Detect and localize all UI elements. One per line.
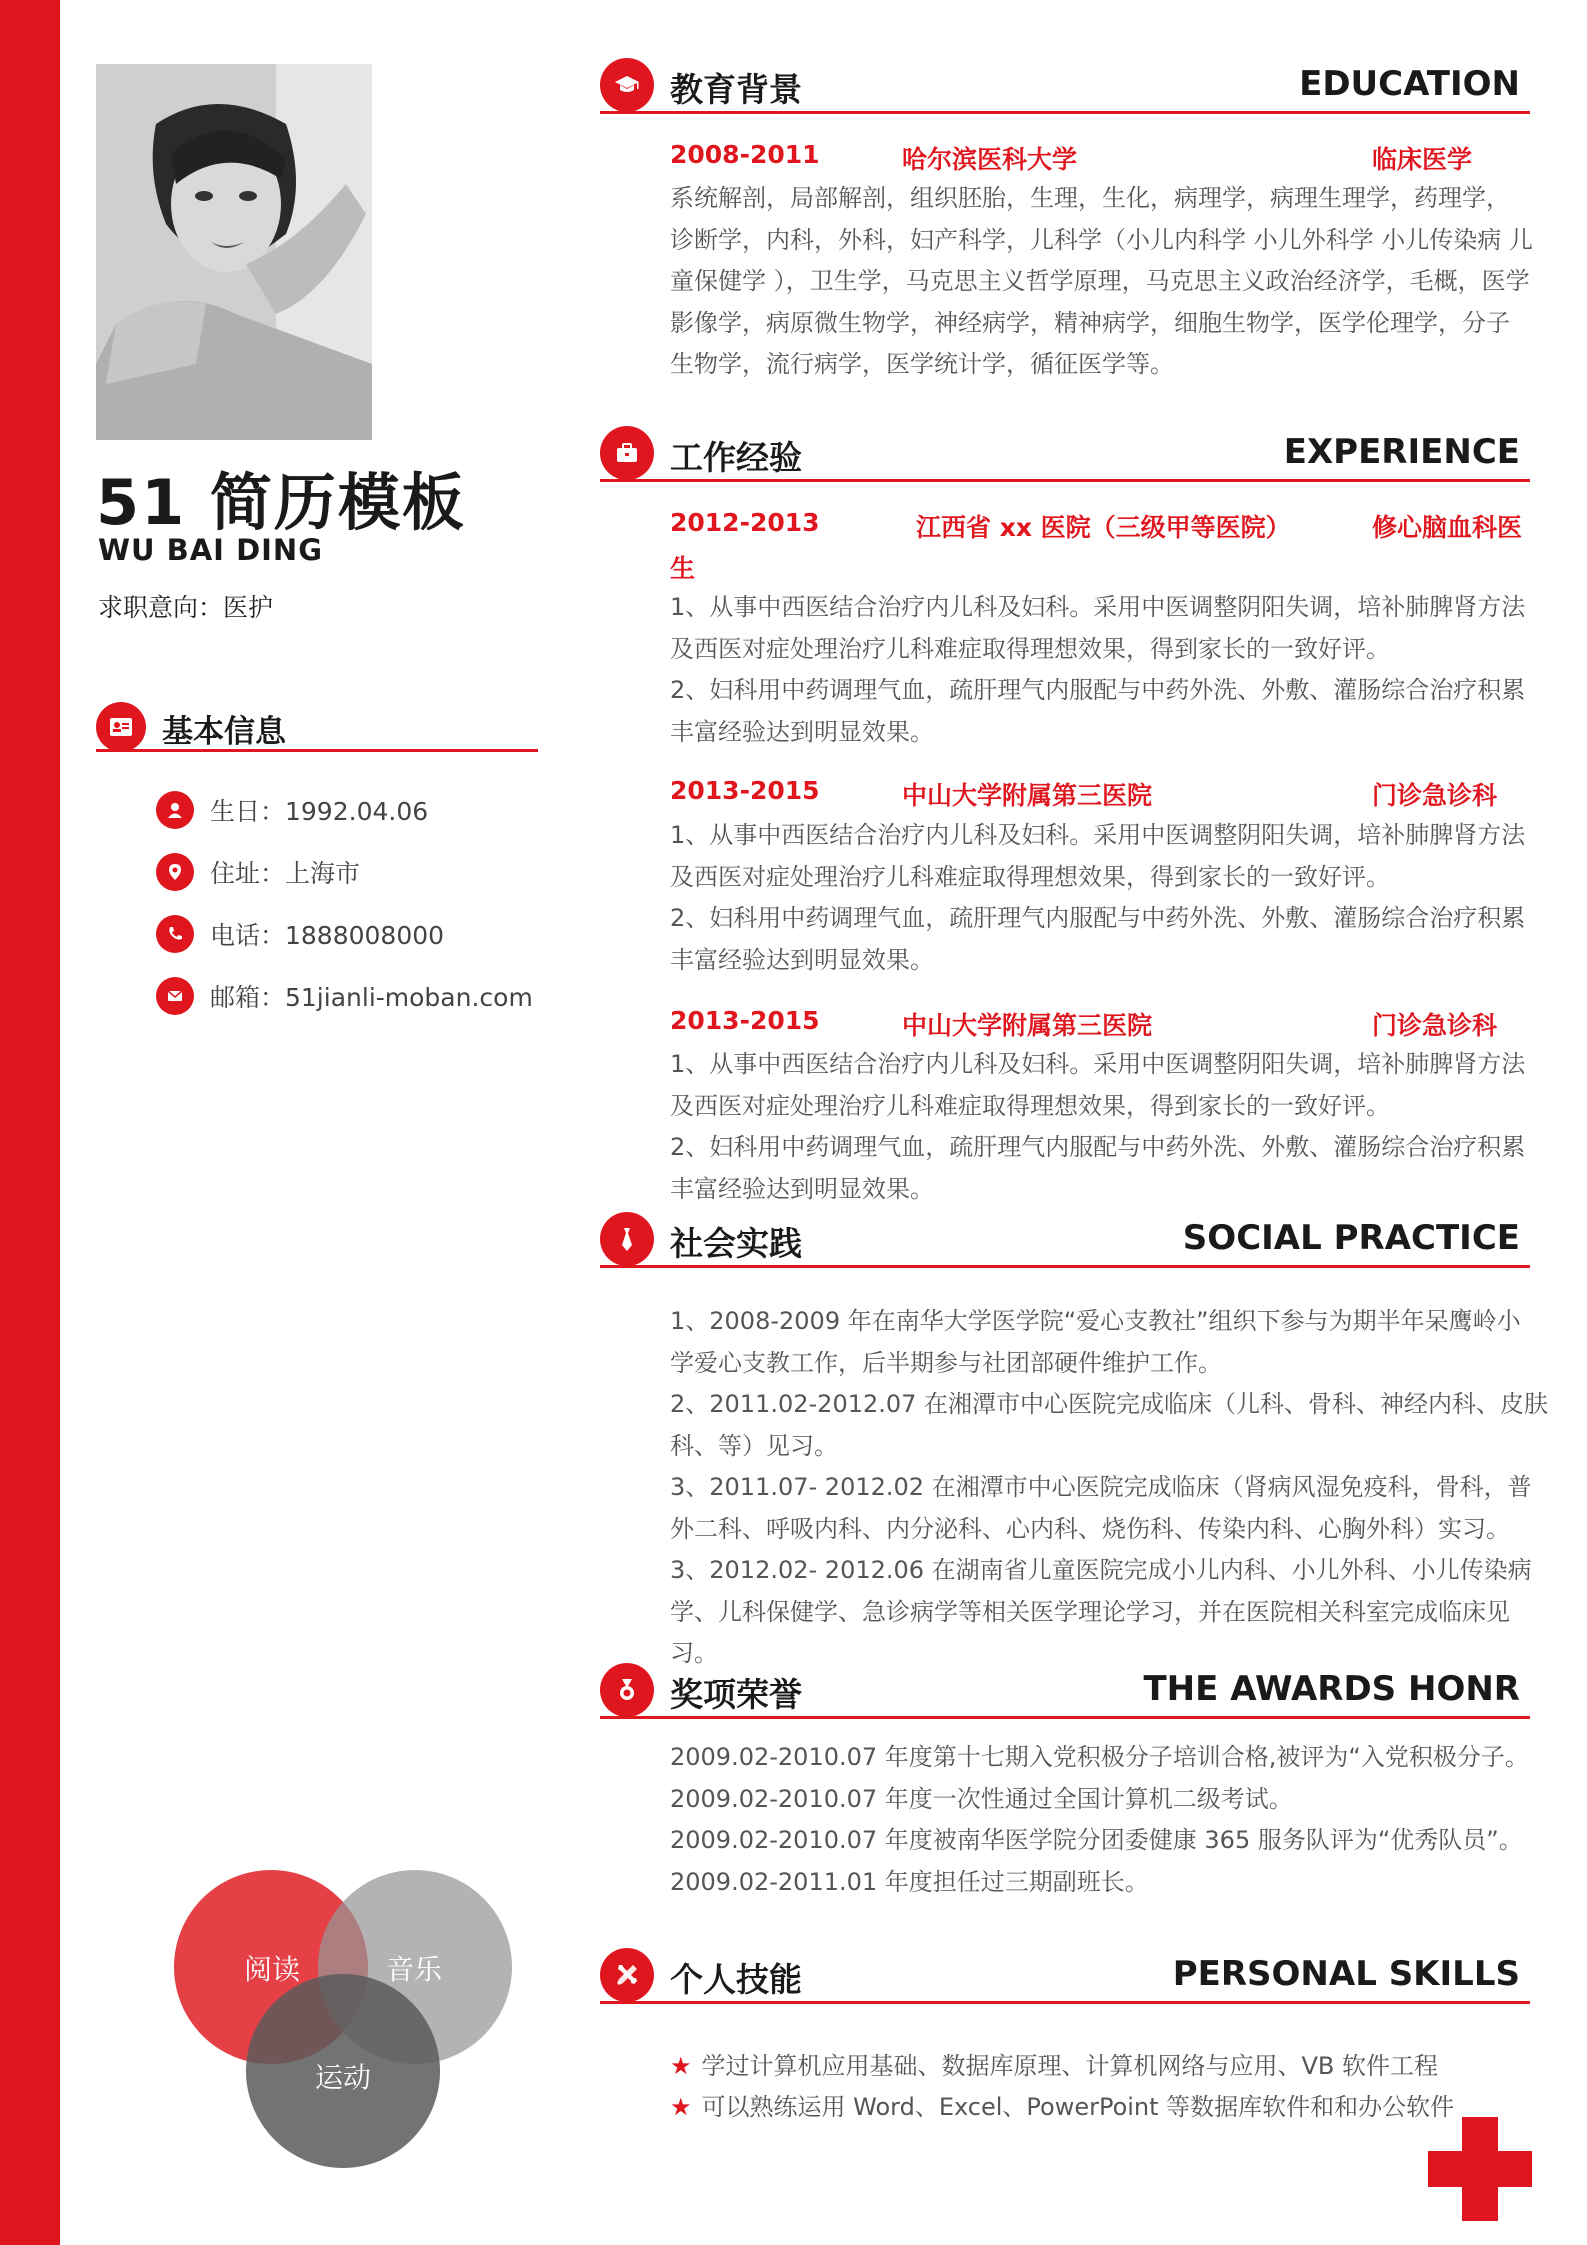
social-title-en: SOCIAL PRACTICE — [1182, 1218, 1520, 1258]
text-line: 1、从事中西医结合治疗内儿科及妇科。采用中医调整阴阳失调，培补肺脾肾方法 — [670, 1050, 1526, 1078]
experience-period: 2013-2015 — [670, 1006, 820, 1035]
text-line: 丰富经验达到明显效果。 — [670, 717, 934, 746]
job-intent: 求职意向：医护 — [98, 593, 274, 622]
social-title-cn: 社会实践 — [670, 1224, 802, 1263]
basic-info-header — [96, 702, 538, 752]
education-courses — [670, 178, 1534, 386]
education-period: 2008-2011 — [670, 140, 820, 169]
skill-text: 学过计算机应用基础、数据库原理、计算机网络与应用、VB 软件工程 — [701, 2052, 1439, 2080]
text-line: 外二科、呼吸内科、内分泌科、心内科、烧伤科、传染内科、心胸外科）实习。 — [670, 1514, 1510, 1543]
medical-cross-icon — [1428, 2117, 1532, 2221]
experience-role: 门诊急诊科 — [1372, 781, 1498, 810]
mail-icon — [156, 977, 194, 1015]
hobbies-venn — [170, 1870, 520, 2200]
awards-title-en: THE AWARDS HONR — [1143, 1669, 1520, 1709]
text-line: 系统解剖，局部解剖，组织胚胎，生理，生化，病理学，病理生理学，药理学， — [670, 184, 1510, 212]
text-line: 2、2011.02-2012.07 在湘潭市中心医院完成临床（儿科、骨科、神经内科、皮肤 — [670, 1390, 1549, 1418]
education-major: 临床医学 — [1372, 145, 1473, 174]
social-description — [670, 1301, 1549, 1675]
experience-org: 江西省 xx 医院（三级甲等医院） — [916, 513, 1291, 542]
resume-name-en: WU BAI DING — [98, 533, 324, 567]
skills-title-en: PERSONAL SKILLS — [1172, 1954, 1520, 1994]
text-line: 1、从事中西医结合治疗内儿科及妇科。采用中医调整阴阳失调，培补肺脾肾方法 — [670, 821, 1526, 849]
phone-icon — [156, 915, 194, 953]
education-school: 哈尔滨医科大学 — [902, 145, 1078, 174]
education-entry-head — [670, 140, 1530, 176]
awards-title-cn: 奖项荣誉 — [670, 1675, 802, 1714]
text-line: 及西医对症处理治疗儿科难症取得理想效果，得到家长的一致好评。 — [670, 634, 1390, 663]
text-line: 2009.02-2010.07 年度一次性通过全国计算机二级考试。 — [670, 1784, 1293, 1813]
text-line: 2009.02-2011.01 年度担任过三期副班长。 — [670, 1867, 1149, 1896]
text-line: 生物学，流行病学，医学统计学，循征医学等。 — [670, 350, 1174, 378]
briefcase-icon — [600, 426, 654, 480]
text-line: 3、2012.02- 2012.06 在湖南省儿童医院完成小儿内科、小儿外科、小儿传染病 — [670, 1556, 1532, 1584]
experience-org: 中山大学附属第三医院 — [902, 781, 1153, 810]
experience-period: 2012-2013 — [670, 508, 820, 537]
skills-header — [600, 1950, 1530, 2004]
hobby-label-music: 音乐 — [386, 1953, 443, 1986]
text-line: 习。 — [670, 1639, 718, 1667]
medal-icon — [600, 1663, 654, 1717]
experience-description — [670, 587, 1534, 753]
star-icon: ★ — [670, 2052, 692, 2080]
info-item-phone — [156, 903, 533, 965]
star-icon: ★ — [670, 2093, 692, 2121]
graduation-cap-icon — [600, 58, 654, 112]
experience-description — [670, 1044, 1534, 1210]
text-line: 3、2011.07- 2012.02 在湘潭市中心医院完成临床（肾病风湿免疫科，骨科，普 — [670, 1473, 1532, 1501]
text-line: 丰富经验达到明显效果。 — [670, 945, 934, 974]
text-line: 丰富经验达到明显效果。 — [670, 1174, 934, 1203]
text-line: 2、妇科用中药调理气血，疏肝理气内服配与中药外洗、外敷、灌肠综合治疗积累 — [670, 1133, 1526, 1161]
experience-description — [670, 815, 1534, 981]
text-line: 2009.02-2010.07 年度第十七期入党积极分子培训合格,被评为“入党积极分子。 — [670, 1743, 1529, 1771]
basic-info-title: 基本信息 — [162, 714, 286, 750]
text-line: 诊断学，内科，外科，妇产科学，儿科学（小儿内科学 小儿外科学 小儿传染病 儿 — [670, 225, 1533, 254]
experience-title-cn: 工作经验 — [670, 438, 802, 477]
user-icon — [156, 791, 194, 829]
text-line: 影像学，病原微生物学，神经病学，精神病学，细胞生物学，医学伦理学，分子 — [670, 308, 1510, 337]
experience-entry-head — [670, 776, 1530, 812]
experience-entry-head — [670, 1006, 1530, 1042]
info-item-label: 邮箱：51jianli-moban.com — [210, 983, 533, 1012]
text-line: 1、2008-2009 年在南华大学医学院“爱心支教社”组织下参与为期半年呆鹰岭小 — [670, 1307, 1521, 1335]
skills-title-cn: 个人技能 — [670, 1960, 802, 1999]
text-line: 学、儿科保健学、急诊病学等相关医学理论学习，并在医院相关科室完成临床见 — [670, 1597, 1510, 1626]
skill-text: 可以熟练运用 Word、Excel、PowerPoint 等数据库软件和和办公软件 — [701, 2093, 1455, 2121]
text-line: 2、妇科用中药调理气血，疏肝理气内服配与中药外洗、外敷、灌肠综合治疗积累 — [670, 676, 1526, 704]
experience-period: 2013-2015 — [670, 776, 820, 805]
experience-entry-head — [670, 508, 1530, 583]
experience-role: 修心脑血科医 — [1372, 513, 1523, 542]
left-accent-bar — [0, 0, 60, 2245]
skill-item — [670, 2046, 1454, 2087]
text-line: 童保健学 ），卫生学，马克思主义哲学原理，马克思主义政治经济学，毛概，医学 — [670, 267, 1530, 295]
experience-org: 中山大学附属第三医院 — [902, 1011, 1153, 1040]
info-item-label: 住址：上海市 — [210, 859, 361, 888]
education-header — [600, 60, 1530, 114]
info-item-label: 生日：1992.04.06 — [210, 797, 429, 826]
text-line: 科、等）见习。 — [670, 1431, 838, 1460]
social-header — [600, 1214, 1530, 1268]
text-line: 1、从事中西医结合治疗内儿科及妇科。采用中医调整阴阳失调，培补肺脾肾方法 — [670, 593, 1526, 621]
hobby-label-sports: 运动 — [315, 2061, 372, 2094]
location-pin-icon — [156, 853, 194, 891]
education-title-cn: 教育背景 — [670, 70, 802, 109]
experience-header — [600, 428, 1530, 482]
awards-header — [600, 1665, 1530, 1719]
resume-name: 51 简历模板 — [96, 466, 466, 539]
info-item-birthday — [156, 779, 533, 841]
profile-photo — [96, 64, 372, 440]
info-item-email — [156, 965, 533, 1027]
hobby-label-reading: 阅读 — [244, 1953, 301, 1986]
awards-list — [670, 1737, 1534, 1903]
tools-icon — [600, 1948, 654, 2002]
info-item-address — [156, 841, 533, 903]
text-line: 及西医对症处理治疗儿科难症取得理想效果，得到家长的一致好评。 — [670, 862, 1390, 891]
info-item-label: 电话：1888008000 — [210, 921, 445, 950]
experience-title-en: EXPERIENCE — [1283, 432, 1520, 472]
skills-list — [670, 2046, 1454, 2128]
id-card-icon — [96, 702, 146, 752]
text-line: 及西医对症处理治疗儿科难症取得理想效果，得到家长的一致好评。 — [670, 1091, 1390, 1120]
education-title-en: EDUCATION — [1299, 64, 1520, 104]
text-line: 学爱心支教工作，后半期参与社团部硬件维护工作。 — [670, 1348, 1222, 1377]
text-line: 2009.02-2010.07 年度被南华医学院分团委健康 365 服务队评为“优秀队员”。 — [670, 1826, 1523, 1854]
experience-role: 门诊急诊科 — [1372, 1011, 1498, 1040]
tie-icon — [600, 1212, 654, 1266]
text-line: 2、妇科用中药调理气血，疏肝理气内服配与中药外洗、外敷、灌肠综合治疗积累 — [670, 904, 1526, 932]
skill-item — [670, 2087, 1454, 2128]
experience-role-wrap: 生 — [670, 554, 696, 583]
basic-info-list — [156, 779, 533, 1027]
